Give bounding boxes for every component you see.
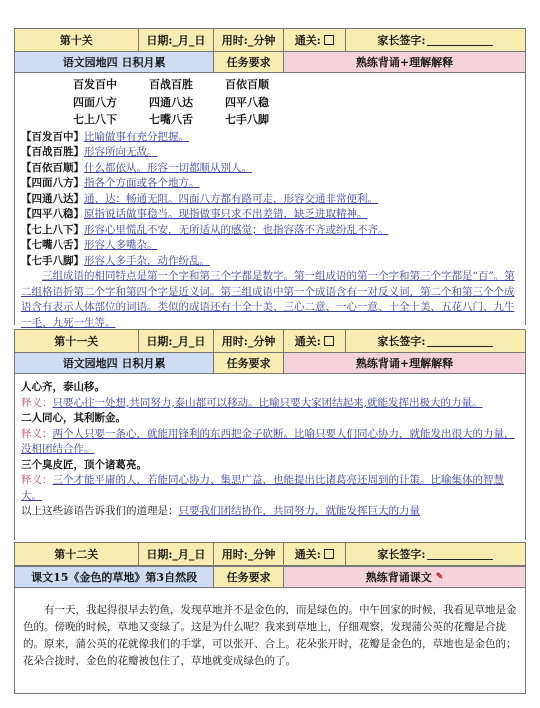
pass-field[interactable] — [284, 29, 346, 51]
pen-mark-icon: ✎ — [435, 572, 444, 582]
task-unit: 语文园地四 日积月累 — [15, 52, 214, 72]
task-row-11 — [14, 352, 526, 374]
task-requirement-label: 任务要求 — [214, 52, 284, 72]
section-11-content — [14, 374, 526, 540]
definition-meaning: 形容心里慌乱不安，无所适从的感觉；也指容落不齐或纷乱不齐。 — [84, 223, 389, 236]
conclusion-line — [15, 504, 525, 520]
proverb-explanation — [15, 473, 525, 504]
level-title: 第十二关 — [15, 543, 139, 565]
explanation-label: 释义： — [21, 427, 53, 440]
date-field[interactable]: 日期:_月_日 — [139, 29, 215, 51]
task-requirement-label: 任务要求 — [214, 567, 284, 587]
pass-checkbox[interactable] — [324, 336, 334, 346]
definition-row — [15, 238, 525, 254]
pass-checkbox[interactable] — [324, 35, 334, 45]
definition-term: 【七上八下】 — [21, 223, 84, 236]
definition-term: 【四通八达】 — [21, 192, 84, 205]
pass-checkbox[interactable] — [324, 549, 334, 559]
date-field[interactable]: 日期:_月_日 — [139, 543, 215, 565]
idiom-item: 百战百胜 — [149, 78, 193, 91]
explanation-text: 两个人只要一条心，就能用锋利的东西把金子砍断。比喻只要人们同心协力，就能发出很大的力量，没相团结合作。 — [21, 427, 515, 455]
conclusion-text: 只要我们团结协作，共同努力，就能发挥巨大的力量 — [178, 505, 420, 517]
time-field[interactable]: 用时:_分钟 — [214, 330, 284, 352]
definition-meaning: 原指说话做事稳当。现指做事只求不出差错，缺乏进取精神。 — [84, 208, 368, 220]
time-field[interactable]: 用时:_分钟 — [214, 29, 284, 51]
definition-meaning: 比喻做事有充分把握。 — [84, 130, 189, 143]
definition-meaning: 形容人多嘴杂。 — [84, 239, 158, 251]
idiom-item: 百依百顺 — [225, 78, 269, 91]
task-unit: 课文15《金色的草地》第3自然段 — [15, 567, 214, 587]
level-header-10 — [14, 28, 526, 52]
pass-field[interactable] — [284, 543, 346, 565]
definition-row — [15, 254, 525, 270]
level-header-11 — [14, 329, 526, 353]
proverb-explanation — [15, 427, 525, 458]
definition-term: 【百依百顺】 — [21, 161, 84, 174]
level-title: 第十一关 — [15, 330, 139, 352]
sign-label: 家长签字: — [377, 34, 426, 47]
task-goal — [284, 567, 525, 587]
task-requirement-label: 任务要求 — [214, 353, 284, 373]
level-title: 第十关 — [15, 29, 139, 51]
idiom-grid — [73, 77, 525, 128]
definition-meaning: 什么都依从。形容一切都顺从别人。 — [84, 161, 252, 174]
section-10-content — [14, 73, 526, 329]
proverb-title: 二人同心，其利断金。 — [21, 412, 126, 424]
definition-meaning: 指各个方面或各个地方。 — [84, 177, 200, 189]
task-goal-text: 熟练背诵课文 — [365, 571, 432, 584]
explanation-text: 只要心往一处想,共同努力,泰山都可以移动。比喻只要大家团结起来,就能发挥出极大的力量。 — [52, 396, 483, 409]
definition-row — [15, 176, 525, 192]
proverb-explanation — [15, 396, 525, 412]
definition-row — [15, 130, 525, 146]
idiom-item: 七手八脚 — [225, 113, 269, 126]
pass-label: 通关: — [294, 34, 321, 47]
task-goal: 熟练背诵+理解解释 — [284, 52, 525, 72]
pass-label: 通关: — [294, 548, 321, 561]
definition-meaning: 形容人多手杂，动作纷乱。 — [84, 254, 210, 267]
definition-row — [15, 145, 525, 161]
explanation-label: 释义： — [21, 396, 53, 409]
idiom-item: 四平八稳 — [225, 95, 269, 109]
sign-line[interactable] — [427, 549, 493, 560]
definition-row — [15, 192, 525, 208]
task-goal: 熟练背诵+理解解释 — [284, 353, 525, 373]
sign-label: 家长签字: — [377, 335, 426, 348]
level-header-12 — [14, 542, 526, 566]
sign-label: 家长签字: — [377, 548, 426, 561]
parent-sign-field[interactable] — [346, 330, 525, 352]
explanation-label: 释义： — [21, 474, 53, 486]
parent-sign-field[interactable] — [346, 543, 525, 565]
task-unit: 语文园地四 日积月累 — [15, 353, 214, 373]
sign-line[interactable] — [427, 35, 493, 46]
definition-meaning: 形容所向无敌。 — [84, 146, 158, 158]
idiom-item: 四通八达 — [149, 95, 193, 109]
parent-sign-field[interactable] — [346, 29, 525, 51]
definition-term: 【百发百中】 — [21, 130, 84, 143]
sign-line[interactable] — [427, 336, 493, 347]
story-paragraph: 有一天，我起得很早去钓鱼，发现草地并不是金色的，而是绿色的。中午回家的时候，我看见草地是金色的。傍晚的时候，草地又变绿了。这是为什么呢？我来到草地上，仔细观察，发现蒲公英的花瓣是合拢的。原来，蒲公英的花就像我们的手掌，可以张开、合上。花朵张开时，花瓣是金色的，草地也是金色的；花朵合拢时，金色的花瓣被包住了，草地就变成绿色的了。 — [23, 604, 517, 667]
task-row-12 — [14, 566, 526, 588]
definition-term: 【四平八稳】 — [21, 208, 84, 220]
explanation-text: 三个才能平庸的人，若能同心协力、集思广益，也能提出比诸葛亮还周到的计策。比喻集体的智慧大。 — [21, 474, 504, 502]
date-field[interactable]: 日期:_月_日 — [139, 330, 215, 352]
task-row-10 — [14, 51, 526, 73]
definition-term: 【百战百胜】 — [21, 146, 84, 158]
section-12-content — [14, 588, 526, 694]
pass-label: 通关: — [294, 335, 321, 348]
summary-paragraph: 三组成语的相同特点是第一个字和第三个字都是数字。第一组成语的第一个字和第三个字都是“百”。第二组格语折第二个字和第四个字是近义词。第三组成语中第一个成语含有一对反义词，第二个和第三个个成语含有表示人体部位的词语。类似的成语还有十全十美、三心二意、一心一意、十全十美、五花八门、九牛一毛、九死一生等。 — [21, 270, 515, 329]
proverb-title: 三个臭皮匠，顶个诸葛亮。 — [21, 458, 147, 471]
definition-row — [15, 161, 525, 177]
pass-field[interactable] — [284, 330, 346, 352]
definition-row — [15, 207, 525, 223]
time-field[interactable]: 用时:_分钟 — [214, 543, 284, 565]
idiom-item: 四面八方 — [73, 95, 117, 109]
definition-meaning: 通、达：畅通无阻。四面八方都有路可走，形容交通非常便利。 — [84, 192, 378, 205]
idiom-item: 七上八下 — [73, 113, 117, 126]
definition-term: 【四面八方】 — [21, 177, 84, 189]
definition-term: 【七手八脚】 — [21, 254, 84, 267]
proverb-title: 人心齐，泰山移。 — [21, 381, 105, 393]
definition-term: 【七嘴八舌】 — [21, 239, 84, 251]
idiom-item: 百发百中 — [73, 78, 117, 91]
definition-row — [15, 223, 525, 239]
idiom-item: 七嘴八舌 — [149, 113, 193, 126]
conclusion-prefix: 以上这些谚语告诉我们的道理是： — [21, 505, 179, 517]
